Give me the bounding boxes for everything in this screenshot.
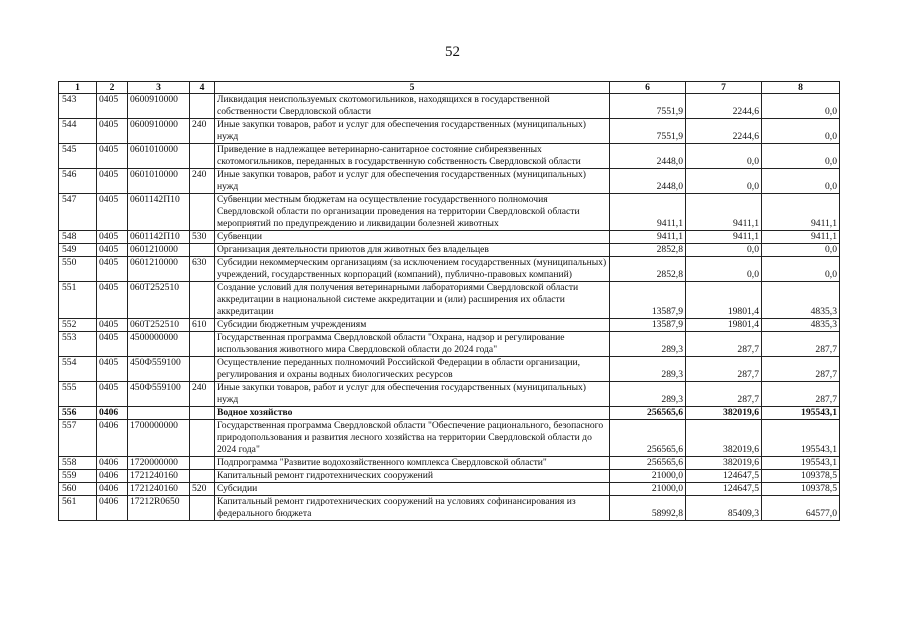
target-code: 060Т252510 [128, 319, 190, 332]
amount-col-6: 2448,0 [610, 169, 686, 194]
amount-col-7: 0,0 [686, 169, 762, 194]
section-code: 0406 [97, 407, 128, 420]
section-code: 0406 [97, 483, 128, 496]
table-row [59, 231, 840, 244]
amount-col-7: 287,7 [686, 332, 762, 357]
item-name: Субсидии [215, 483, 610, 496]
item-name: Подпрограмма "Развитие водохозяйственного комплекса Свердловской области" [215, 457, 610, 470]
amount-col-7: 2244,6 [686, 94, 762, 119]
item-name: Субвенции [215, 231, 610, 244]
amount-col-6: 256565,6 [610, 407, 686, 420]
row-number: 560 [59, 483, 97, 496]
target-code: 0601210000 [128, 257, 190, 282]
row-number: 543 [59, 94, 97, 119]
row-number: 550 [59, 257, 97, 282]
target-code: 0601010000 [128, 144, 190, 169]
amount-col-6: 2852,8 [610, 257, 686, 282]
target-code: 0600910000 [128, 94, 190, 119]
amount-col-6: 21000,0 [610, 470, 686, 483]
row-number: 554 [59, 357, 97, 382]
amount-col-7: 2244,6 [686, 119, 762, 144]
table-row [59, 119, 840, 144]
target-code: 17212R0650 [128, 496, 190, 521]
amount-col-7: 287,7 [686, 382, 762, 407]
table-row [59, 257, 840, 282]
amount-col-8: 0,0 [762, 94, 840, 119]
expense-type: 520 [190, 483, 215, 496]
amount-col-8: 109378,5 [762, 470, 840, 483]
table-row [59, 144, 840, 169]
item-name: Субсидии бюджетным учреждениям [215, 319, 610, 332]
amount-col-6: 256565,6 [610, 420, 686, 457]
item-name: Ликвидация неиспользуемых скотомогильников, находящихся в государственной собственности Свердловской области [215, 94, 610, 119]
row-number: 553 [59, 332, 97, 357]
amount-col-7: 124647,5 [686, 470, 762, 483]
page-number: 52 [445, 44, 460, 60]
target-code: 1721240160 [128, 483, 190, 496]
target-code: 1700000000 [128, 420, 190, 457]
section-code: 0406 [97, 496, 128, 521]
row-number: 557 [59, 420, 97, 457]
table-row [59, 483, 840, 496]
item-name: Субсидии некоммерческим организациям (за исключением государственных (муниципальных) учреждений, государственных корпораций (компаний), публично-правовых компаний) [215, 257, 610, 282]
amount-col-8: 287,7 [762, 332, 840, 357]
amount-col-6: 13587,9 [610, 319, 686, 332]
amount-col-6: 7551,9 [610, 119, 686, 144]
amount-col-8: 195543,1 [762, 420, 840, 457]
amount-col-8: 287,7 [762, 357, 840, 382]
item-name: Организация деятельности приютов для животных без владельцев [215, 244, 610, 257]
amount-col-6: 9411,1 [610, 194, 686, 231]
amount-col-7: 85409,3 [686, 496, 762, 521]
budget-table [58, 81, 840, 521]
target-code: 0601142П10 [128, 194, 190, 231]
expense-type [190, 470, 215, 483]
amount-col-8: 9411,1 [762, 231, 840, 244]
table-row [59, 382, 840, 407]
amount-col-7: 9411,1 [686, 194, 762, 231]
section-code: 0405 [97, 94, 128, 119]
item-name: Капитальный ремонт гидротехнических сооружений [215, 470, 610, 483]
amount-col-7: 382019,6 [686, 407, 762, 420]
expense-type [190, 244, 215, 257]
amount-col-8: 0,0 [762, 244, 840, 257]
item-name: Создание условий для получения ветеринарными лабораториями Свердловской области аккредитации в национальной системе аккредитации и (или) расширения их области аккредитации [215, 282, 610, 319]
row-number: 556 [59, 407, 97, 420]
target-code: 0601010000 [128, 169, 190, 194]
row-number: 555 [59, 382, 97, 407]
amount-col-8: 0,0 [762, 169, 840, 194]
amount-col-8: 0,0 [762, 144, 840, 169]
expense-type: 240 [190, 382, 215, 407]
table-row [59, 319, 840, 332]
row-number: 544 [59, 119, 97, 144]
expense-type [190, 144, 215, 169]
amount-col-8: 9411,1 [762, 194, 840, 231]
section-code: 0405 [97, 257, 128, 282]
expense-type: 530 [190, 231, 215, 244]
item-name: Осуществление переданных полномочий Российской Федерации в области организации, регулирования и охраны водных биологических ресурсов [215, 357, 610, 382]
amount-col-6: 289,3 [610, 332, 686, 357]
row-number: 552 [59, 319, 97, 332]
target-code: 0601142П10 [128, 231, 190, 244]
amount-col-7: 0,0 [686, 257, 762, 282]
row-number: 547 [59, 194, 97, 231]
expense-type [190, 94, 215, 119]
item-name: Капитальный ремонт гидротехнических сооружений на условиях софинансирования из федерального бюджета [215, 496, 610, 521]
amount-col-6: 21000,0 [610, 483, 686, 496]
section-code: 0405 [97, 169, 128, 194]
amount-col-7: 382019,6 [686, 420, 762, 457]
amount-col-6: 289,3 [610, 382, 686, 407]
amount-col-8: 109378,5 [762, 483, 840, 496]
item-name: Субвенции местным бюджетам на осуществление государственного полномочия Свердловской области по организации проведения на территории Свердловской области мероприятий по предупреждению и ликвидации болезней животных [215, 194, 610, 231]
amount-col-7: 382019,6 [686, 457, 762, 470]
expense-type [190, 420, 215, 457]
section-code: 0405 [97, 357, 128, 382]
section-code: 0405 [97, 282, 128, 319]
section-code: 0405 [97, 332, 128, 357]
amount-col-7: 19801,4 [686, 319, 762, 332]
expense-type [190, 282, 215, 319]
column-header: 5 [215, 82, 610, 94]
amount-col-6: 13587,9 [610, 282, 686, 319]
expense-type: 630 [190, 257, 215, 282]
table-row [59, 470, 840, 483]
amount-col-6: 256565,6 [610, 457, 686, 470]
section-code: 0405 [97, 144, 128, 169]
column-header: 1 [59, 82, 97, 94]
section-code: 0405 [97, 319, 128, 332]
table-row [59, 94, 840, 119]
section-code: 0405 [97, 231, 128, 244]
target-code: 4500000000 [128, 332, 190, 357]
amount-col-8: 4835,3 [762, 282, 840, 319]
target-code: 0600910000 [128, 119, 190, 144]
amount-col-8: 64577,0 [762, 496, 840, 521]
target-code [128, 407, 190, 420]
table-row [59, 282, 840, 319]
item-name: Государственная программа Свердловской области "Охрана, надзор и регулирование использования животного мира Свердловской области до 2024 года" [215, 332, 610, 357]
row-number: 561 [59, 496, 97, 521]
table-row [59, 169, 840, 194]
amount-col-6: 289,3 [610, 357, 686, 382]
item-name: Водное хозяйство [215, 407, 610, 420]
table-header-row [59, 82, 840, 94]
column-header: 3 [128, 82, 190, 94]
amount-col-6: 2852,8 [610, 244, 686, 257]
amount-col-6: 9411,1 [610, 231, 686, 244]
amount-col-8: 0,0 [762, 119, 840, 144]
column-header: 2 [97, 82, 128, 94]
item-name: Иные закупки товаров, работ и услуг для обеспечения государственных (муниципальных) нужд [215, 119, 610, 144]
target-code: 1720000000 [128, 457, 190, 470]
item-name: Приведение в надлежащее ветеринарно-санитарное состояние сибиреязвенных скотомогильников, переданных в государственную собственность Свердловской области [215, 144, 610, 169]
amount-col-7: 19801,4 [686, 282, 762, 319]
section-code: 0405 [97, 119, 128, 144]
row-number: 548 [59, 231, 97, 244]
row-number: 546 [59, 169, 97, 194]
column-header: 6 [610, 82, 686, 94]
item-name: Иные закупки товаров, работ и услуг для обеспечения государственных (муниципальных) нужд [215, 382, 610, 407]
column-header: 7 [686, 82, 762, 94]
row-number: 551 [59, 282, 97, 319]
item-name: Иные закупки товаров, работ и услуг для обеспечения государственных (муниципальных) нужд [215, 169, 610, 194]
row-number: 559 [59, 470, 97, 483]
row-number: 558 [59, 457, 97, 470]
amount-col-8: 4835,3 [762, 319, 840, 332]
column-header: 4 [190, 82, 215, 94]
expense-type [190, 332, 215, 357]
expense-type [190, 496, 215, 521]
target-code: 060Т252510 [128, 282, 190, 319]
table-row [59, 194, 840, 231]
row-number: 545 [59, 144, 97, 169]
table-row [59, 244, 840, 257]
amount-col-7: 0,0 [686, 244, 762, 257]
amount-col-8: 287,7 [762, 382, 840, 407]
amount-col-7: 9411,1 [686, 231, 762, 244]
expense-type [190, 407, 215, 420]
table-row [59, 357, 840, 382]
expense-type: 240 [190, 119, 215, 144]
expense-type: 610 [190, 319, 215, 332]
amount-col-8: 195543,1 [762, 457, 840, 470]
amount-col-6: 58992,8 [610, 496, 686, 521]
target-code: 1721240160 [128, 470, 190, 483]
section-code: 0405 [97, 244, 128, 257]
amount-col-6: 2448,0 [610, 144, 686, 169]
amount-col-7: 287,7 [686, 357, 762, 382]
amount-col-6: 7551,9 [610, 94, 686, 119]
table-row [59, 457, 840, 470]
item-name: Государственная программа Свердловской области "Обеспечение рационального, безопасного природопользования и развития лесного хозяйства на территории Свердловской области до 2024 года" [215, 420, 610, 457]
target-code: 0601210000 [128, 244, 190, 257]
table-row [59, 407, 840, 420]
column-header: 8 [762, 82, 840, 94]
section-code: 0406 [97, 457, 128, 470]
target-code: 450Ф559100 [128, 357, 190, 382]
expense-type [190, 357, 215, 382]
section-code: 0406 [97, 470, 128, 483]
row-number: 549 [59, 244, 97, 257]
expense-type: 240 [190, 169, 215, 194]
section-code: 0405 [97, 382, 128, 407]
amount-col-8: 195543,1 [762, 407, 840, 420]
section-code: 0406 [97, 420, 128, 457]
target-code: 450Ф559100 [128, 382, 190, 407]
amount-col-7: 0,0 [686, 144, 762, 169]
table-row [59, 496, 840, 521]
table-row [59, 420, 840, 457]
amount-col-7: 124647,5 [686, 483, 762, 496]
expense-type [190, 194, 215, 231]
section-code: 0405 [97, 194, 128, 231]
expense-type [190, 457, 215, 470]
table-row [59, 332, 840, 357]
amount-col-8: 0,0 [762, 257, 840, 282]
